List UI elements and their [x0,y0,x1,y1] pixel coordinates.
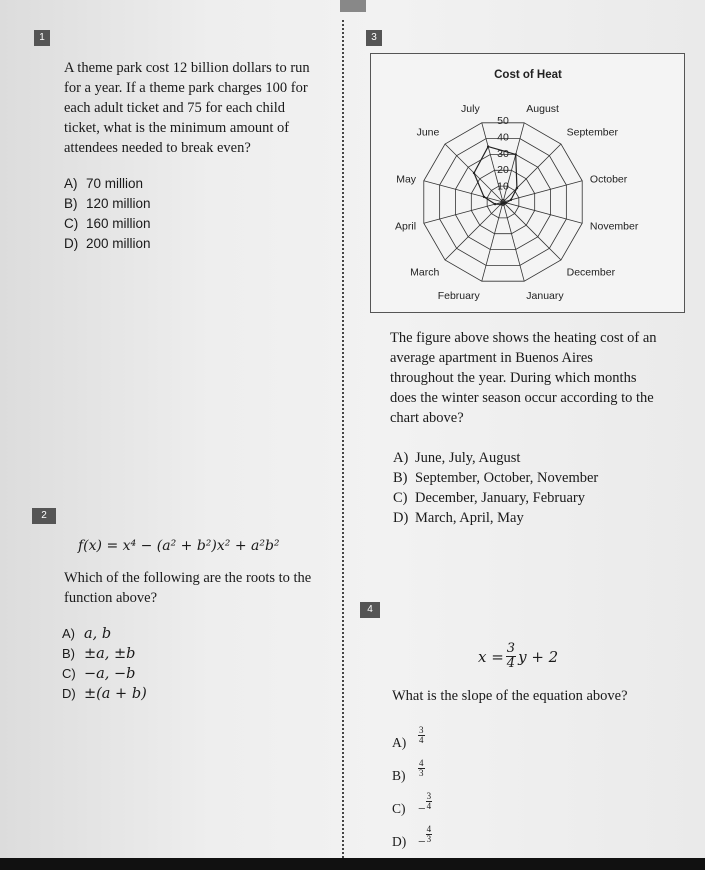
month-label: May [396,173,417,186]
q3-line: chart above? [390,410,464,426]
month-label: March [410,266,440,279]
question-1-text [64,58,334,158]
choice-d[interactable]: D) March, April, May [393,510,524,526]
month-label: November [589,220,639,233]
choice-a[interactable]: A) a, b [62,626,112,642]
radar-point [487,145,489,147]
question-4-choices [392,726,432,858]
column-divider [342,20,344,870]
month-label: April [395,220,417,233]
q1-line: A theme park cost 12 billion dollars to run [64,60,310,76]
month-label: January [526,289,564,302]
q2-line: function above? [64,590,158,606]
radar-spoke [503,202,561,260]
month-label: June [416,126,440,139]
question-2-function: f(x) = x⁴ − (a² + b²)x² + a²b² [78,538,280,554]
question-2-text [64,568,334,608]
choice-a[interactable]: A) 70 million [64,176,144,191]
choice-c[interactable]: C) − $\frac{3}{4}$ [392,791,432,816]
ring-label: 0 [500,197,506,209]
ring-label: 10 [497,180,509,193]
choice-b[interactable]: B) $\frac{4}{3}$ [392,758,424,783]
radar-point [515,153,517,155]
month-label: August [526,103,559,116]
question-2-choices [62,624,147,704]
radar-chart-svg [371,54,684,312]
eq-fraction: $\frac{3}{4}$ [506,641,516,671]
ring-label: 20 [497,164,509,177]
question-3-number: 3 [366,30,382,46]
choice-c[interactable]: C) 160 million [64,216,151,231]
radar-chart [370,53,685,313]
radar-point [516,187,518,189]
q3-line: average apartment in Buenos Aires [390,350,593,366]
choice-c[interactable]: C) −a, −b [62,666,136,682]
radar-point [510,199,512,201]
eq-lhs: x = [478,647,504,666]
question-4-equation [478,642,558,671]
q3-line: The figure above shows the heating cost of an [390,330,657,346]
q2-line: Which of the following are the roots to the [64,570,312,586]
ring-label: 40 [497,131,509,144]
choice-b[interactable]: B) ±a, ±b [62,646,136,662]
choice-b[interactable]: B) 120 million [64,196,151,211]
q1-line: attendees needed to break even? [64,140,251,156]
choice-d[interactable]: D) ±(a + b) [62,686,147,702]
q1-line: for a year. If a theme park charges 100 for [64,80,308,96]
choice-a[interactable]: A) $\frac{3}{4}$ [392,725,424,750]
eq-rhs: y + 2 [518,647,559,666]
month-label: September [566,126,619,139]
q1-line: each adult ticket and 75 for each child [64,100,286,116]
question-4-number: 4 [360,602,380,618]
question-2-number: 2 [32,508,56,524]
question-3-text [390,328,690,428]
top-tab [340,0,366,12]
choice-d[interactable]: D) 200 million [64,236,151,251]
choice-c[interactable]: C) December, January, February [393,490,585,506]
month-label: February [437,289,480,302]
radar-point [473,172,475,174]
q1-line: ticket, what is the minimum amount of [64,120,290,136]
question-1-choices [64,174,151,254]
chart-title: Cost of Heat [494,69,562,81]
q3-line: does the winter season occur according to the [390,390,654,406]
choice-b[interactable]: B) September, October, November [393,470,599,486]
question-4-text: What is the slope of the equation above? [392,688,628,704]
radar-spoke [445,202,503,260]
month-label: October [589,173,628,186]
question-3-choices [393,448,598,528]
question-1-number: 1 [34,30,50,46]
choice-a[interactable]: A) June, July, August [393,450,521,466]
screen-bottom-bezel [0,858,705,870]
radar-point [494,203,496,205]
ring-label: 50 [497,115,509,127]
ring-label: 30 [497,147,509,160]
month-label: December [566,266,616,279]
radar-point [483,196,485,198]
month-label: July [461,103,480,116]
q3-line: throughout the year. During which months [390,370,637,386]
choice-d[interactable]: D) − $\frac{4}{3}$ [392,824,432,849]
